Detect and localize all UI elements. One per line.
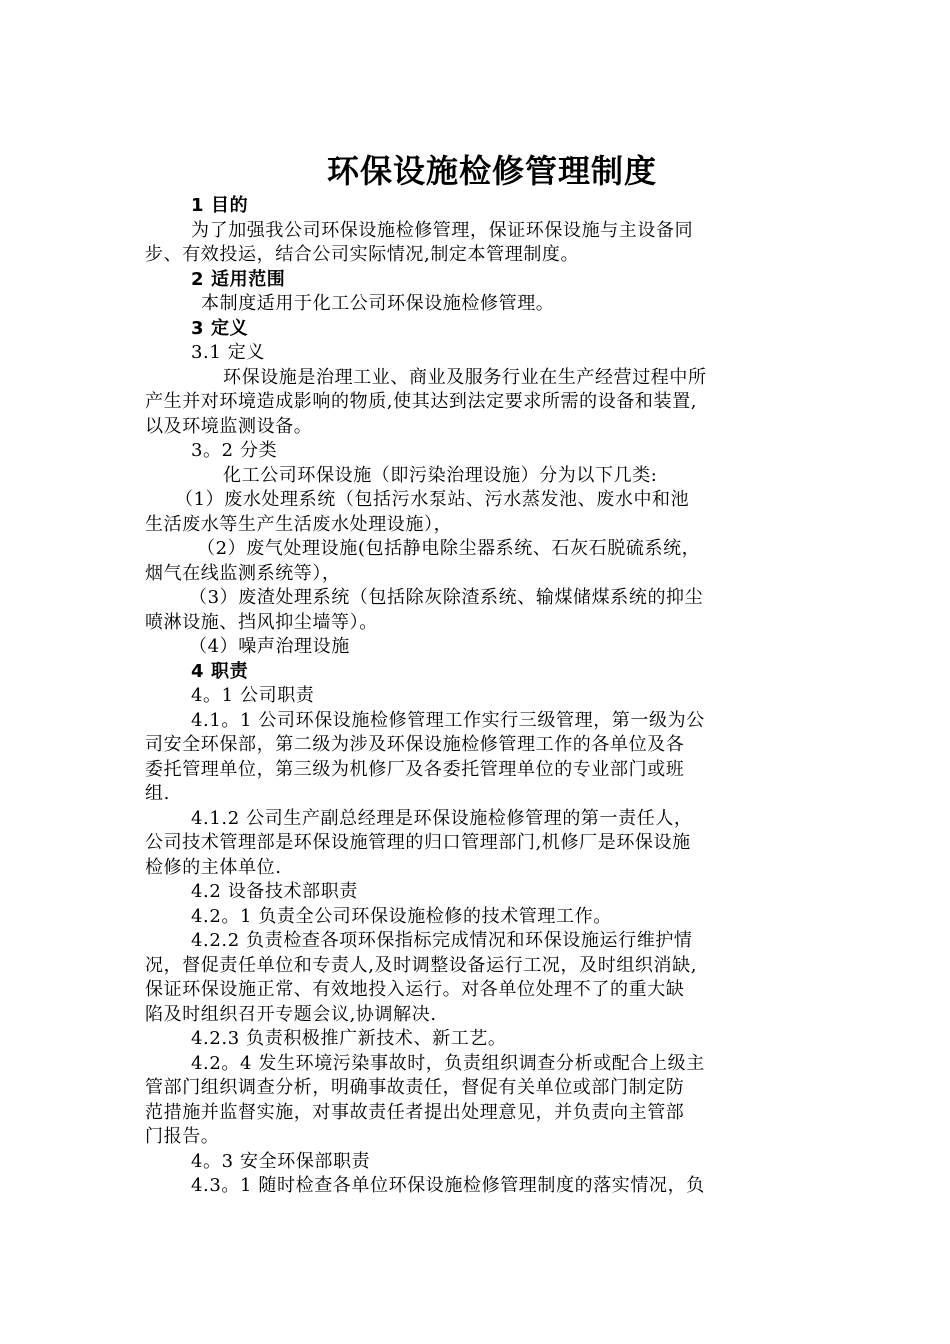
paragraph-line: 保证环保设施正常、有效地投入运行。对各单位处理不了的重大缺 [145,979,685,1000]
paragraph-line: 产生并对环境造成影响的物质,使其达到法定要求所需的设备和装置, [145,391,698,412]
paragraph-line: 烟气在线监测系统等）， [145,562,341,584]
list-item: （4）噪声治理设施 [189,636,350,657]
paragraph-line: 为了加强我公司环保设施检修管理，保证环保设施与主设备同 [191,219,694,241]
paragraph-line: 陷及时组织召开专题会议,协调解决. [145,1003,437,1025]
paragraph-line: 4.1.2 公司生产副总经理是环保设施检修管理的第一责任人， [191,807,693,829]
section-heading: 4 职责 [191,660,249,682]
paragraph-line: 环保设施是治理工业、商业及服务行业在生产经营过程中所 [223,366,707,388]
list-item: （3）废渣处理系统（包括除灰除渣系统、输煤储煤系统的抑尘 [189,587,704,608]
paragraph-line: 委托管理单位，第三级为机修厂及各委托管理单位的专业部门或班 [145,758,685,780]
paragraph-line: 化工公司环保设施（即污染治理设施）分为以下几类: [223,464,658,486]
section-heading: 2 适用范围 [191,268,286,290]
subsection-heading: 3.1 定义 [191,342,265,363]
section-heading: 3 定义 [191,317,249,339]
paragraph-line: 司安全环保部，第二级为涉及环保设施检修管理工作的各单位及各 [145,734,685,755]
subsection-heading: 4。3 安全环保部职责 [191,1150,371,1172]
paragraph-line: 喷淋设施、挡风抑尘墙等）。 [145,611,378,633]
paragraph-line: 步、有效投运，结合公司实际情况,制定本管理制度。 [145,244,580,265]
paragraph-line: 4.3。1 随时检查各单位环保设施检修管理制度的落实情况，负 [191,1175,705,1196]
paragraph-line: 以及环境监测设备。 [145,415,313,437]
list-item: （2）废气处理设施(包括静电除尘器系统、石灰石脱硫系统， [197,538,701,559]
paragraph-line: 组. [145,783,170,804]
document-body [145,194,805,1199]
document-title: 环保设施检修管理制度 [326,152,657,191]
paragraph-line: 况，督促责任单位和专责人,及时调整设备运行工况，及时组织消缺, [145,954,698,976]
paragraph-line: 本制度适用于化工公司环保设施检修管理。 [201,293,555,314]
paragraph-line: 门报告。 [145,1126,220,1147]
subsection-heading: 4.2 设备技术部职责 [191,881,358,902]
paragraph-line: 管部门组织调查分析，明确事故责任，督促有关单位或部门制定防 [145,1077,685,1098]
paragraph-line: 生活废水等生产生活废水处理设施）， [145,513,453,535]
paragraph-line: 4.2.2 负责检查各项环保指标完成情况和环保设施运行维护情 [191,930,693,951]
paragraph-line: 4.2。4 发生环境污染事故时，负责组织调查分析或配合上级主 [191,1052,705,1074]
subsection-heading: 4。1 公司职责 [191,685,315,706]
list-item: （1）废水处理系统（包括污水泵站、污水蒸发池、废水中和池 [175,489,690,510]
paragraph-line: 公司技术管理部是环保设施管理的归口管理部门,机修厂是环保设施 [145,832,691,853]
subsection-heading: 3。2 分类 [191,440,278,461]
section-heading: 1 目的 [191,195,249,216]
paragraph-line: 范措施并监督实施，对事故责任者提出处理意见，并负责向主管部 [145,1101,685,1123]
paragraph-line: 4.2。1 负责全公司环保设施检修的技术管理工作。 [191,905,612,927]
paragraph-line: 检修的主体单位. [145,856,282,878]
paragraph-line: 4.1。1 公司环保设施检修管理工作实行三级管理，第一级为公 [191,709,705,731]
paragraph-line: 4.2.3 负责积极推广新技术、新工艺。 [191,1028,507,1049]
